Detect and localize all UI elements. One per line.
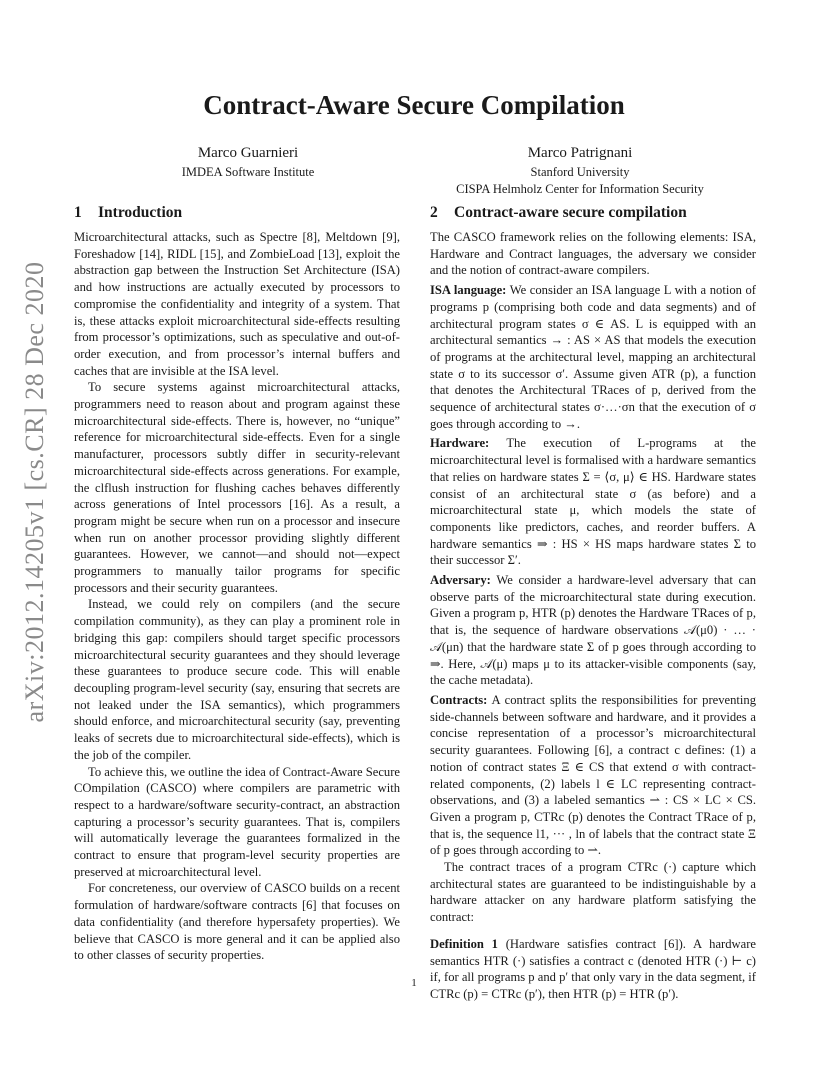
hardware-label: Hardware: — [430, 436, 490, 451]
section-1-heading — [74, 203, 400, 223]
adversary-label: Adversary: — [430, 573, 491, 588]
contracts-text: A contract splits the responsibilities for preventing side-channels between software and hardware, and it provides a concise representation of a processor’s microarchitectural security guarantees. Following [6], a contract c defines: (1) a notion of contract states Ξ ∈ CS that extend σ with contract-related components, (2) labels l ∈ LC representing contract-observations, and (3) a labeled semantics ⇀ : CS × LC × CS. Given a program p, CTRc (p) denotes the Contract TRace of p, that is, the sequence l1, ··· , ln of labels that the contract state Ξ of p goes through according to ⇀. — [430, 692, 756, 858]
intro-paragraph-1: Microarchitectural attacks, such as Spectre [8], Meltdown [9], Foreshadow [14], RIDL [15], and ZombieLoad [13], exploit the abstraction gap between the Instruction Set Architecture (ISA) and how instructions are actually executed by processors to compromise the confidentiality and integrity of a system. That is, these attacks exploit microarchitectural side-effects resulting from processor’s optimizations, such as speculative and out-of-order execution, and from processor’s internal buffers and caches that are invisible at the ISA level. — [74, 230, 400, 378]
intro-paragraph-3: Instead, we could rely on compilers (and the secure compilation community), as they can play a prominent role in bridging this gap: compilers should target specific processors microarchitectural security guarantees and they should leverage these guarantees to produce secure code. This will enable decoupling program-level security (say, ensuring that secrets are not leaked under the ISA semantics), which programmers should enforce, and microarchitectural security (say, preventing leaks of secrets due to microarchitectural side-effects), which is the job of the compiler. — [74, 597, 400, 762]
arxiv-id: arXiv:2012.14205v1 [cs.CR] 28 Dec 2020 — [20, 261, 49, 723]
definition-1 — [430, 936, 756, 1003]
left-column — [74, 203, 400, 964]
definition-1-text: (Hardware satisfies contract [6]). A hardware semantics HTR (·) satisfies a contract c (denoted HTR (·) ⊢ c) if, for all programs p and p′ that only vary in the data segment, if CTRc (p) = CTRc (p′), then HTR (p) = HTR (p′). — [430, 936, 756, 1001]
author-1-affiliation: IMDEA Software Institute — [181, 165, 315, 179]
isa-language-label: ISA language: — [430, 283, 507, 298]
author-2-affiliation-1: Stanford University — [530, 165, 630, 179]
intro-paragraph-4: To achieve this, we outline the idea of Contract-Aware Secure COmpilation (CASCO) where compilers are parametric with respect to a hardware/software security-contract, an abstraction capturing a processor’s security guarantees. That is, compilers will automatically leverage the guarantees formalized in the contract to ensure that program-level security properties are preserved at microarchitectural level. — [74, 764, 400, 879]
adversary-text: We consider a hardware-level adversary that can observe parts of the microarchitectural state during execution. Given a program p, HTR (p) denotes the Hardware TRaces of p, that is, the sequence of hardware observations 𝒜(μ0) · … · 𝒜(μn) that the hardware state Σ of p goes through according to ⇒. Here, 𝒜(μ) maps μ to its attacker-visible components (say, the cache metadata). — [430, 573, 756, 688]
author-2-name: Marco Patrignani — [527, 145, 633, 161]
right-column — [430, 203, 756, 1003]
page-number: 1 — [411, 977, 417, 989]
author-1 — [83, 143, 413, 181]
section-2-number: 2 — [430, 204, 438, 221]
contract-traces-paragraph: The contract traces of a program CTRc (·) capture which architectural states are guaranteed to be indistinguishable by a hardware attacker on any hardware platform satisfying the contract: — [430, 860, 756, 925]
author-1-name: Marco Guarnieri — [197, 145, 299, 161]
intro-paragraph-5: For concreteness, our overview of CASCO builds on a recent formulation of hardware/software contracts [6] that focuses on data confidentiality (and therefore hypersafety properties). We believe that CASCO is more general and it can be applied also to other classes of security properties. — [74, 881, 400, 963]
section-1-title: Introduction — [98, 204, 183, 221]
section-2-heading — [430, 203, 756, 223]
adversary-paragraph — [430, 572, 756, 689]
isa-language-paragraph — [430, 282, 756, 432]
section-2-intro: The CASCO framework relies on the following elements: ISA, Hardware and Contract languages, the adversary we consider and the notion of contract-aware compilers. — [430, 230, 756, 278]
definition-1-label: Definition 1 — [430, 936, 498, 951]
hardware-text: The execution of L-programs at the microarchitectural level is formalised with a hardware semantics that relies on hardware states Σ = ⟨σ, μ⟩ ∈ HS. Hardware states consist of an architectural state σ (as before) and a microarchitectural state μ, which models the state of components like predictors, caches, and reorder buffers. A hardware semantics ⇒ : HS × HS maps hardware states Σ to their successor Σ′. — [430, 436, 756, 568]
author-2 — [415, 143, 745, 198]
arxiv-stamp — [18, 252, 52, 732]
paper-title: Contract-Aware Secure Compilation — [203, 90, 625, 120]
section-2-title: Contract-aware secure compilation — [454, 204, 687, 221]
isa-language-text: We consider an ISA language L with a notion of programs p (comprising both code and data segments) and of architectural program states σ ∈ AS. L is equipped with an architectural semantics → : AS × AS that models the execution of programs at the architectural level, mapping an architectural state σ to its successor σ′. Assume given ATR (p), a function that denotes the Architectural TRaces of p, derived from the sequence of architectural states σ·…·σn that the execution of σ goes through according to →. — [430, 283, 756, 431]
section-1-number: 1 — [74, 204, 82, 221]
hardware-paragraph — [430, 435, 756, 569]
contracts-paragraph — [430, 692, 756, 859]
contracts-label: Contracts: — [430, 692, 488, 707]
intro-paragraph-2: To secure systems against microarchitectural attacks, programmers need to reason about and program against these microarchitectural side-effects. There is, however, no “unique” reference for microarchitectural side-effects. Even for a single manufacturer, processors subtly differ in security-relevant microarchitectural side-effects across generations. For example, the clflush instruction for flushing caches behaves differently across generations of Intel processors [16]. As a result, a program might be secure when run on a processor and insecure when run on another processor providing slightly different guarantees. However, we cannot—and should not—expect programmers to manually tailor programs for specific processors and their security guarantees. — [74, 380, 400, 595]
author-2-affiliation-2: CISPA Helmholz Center for Information Security — [456, 182, 704, 196]
